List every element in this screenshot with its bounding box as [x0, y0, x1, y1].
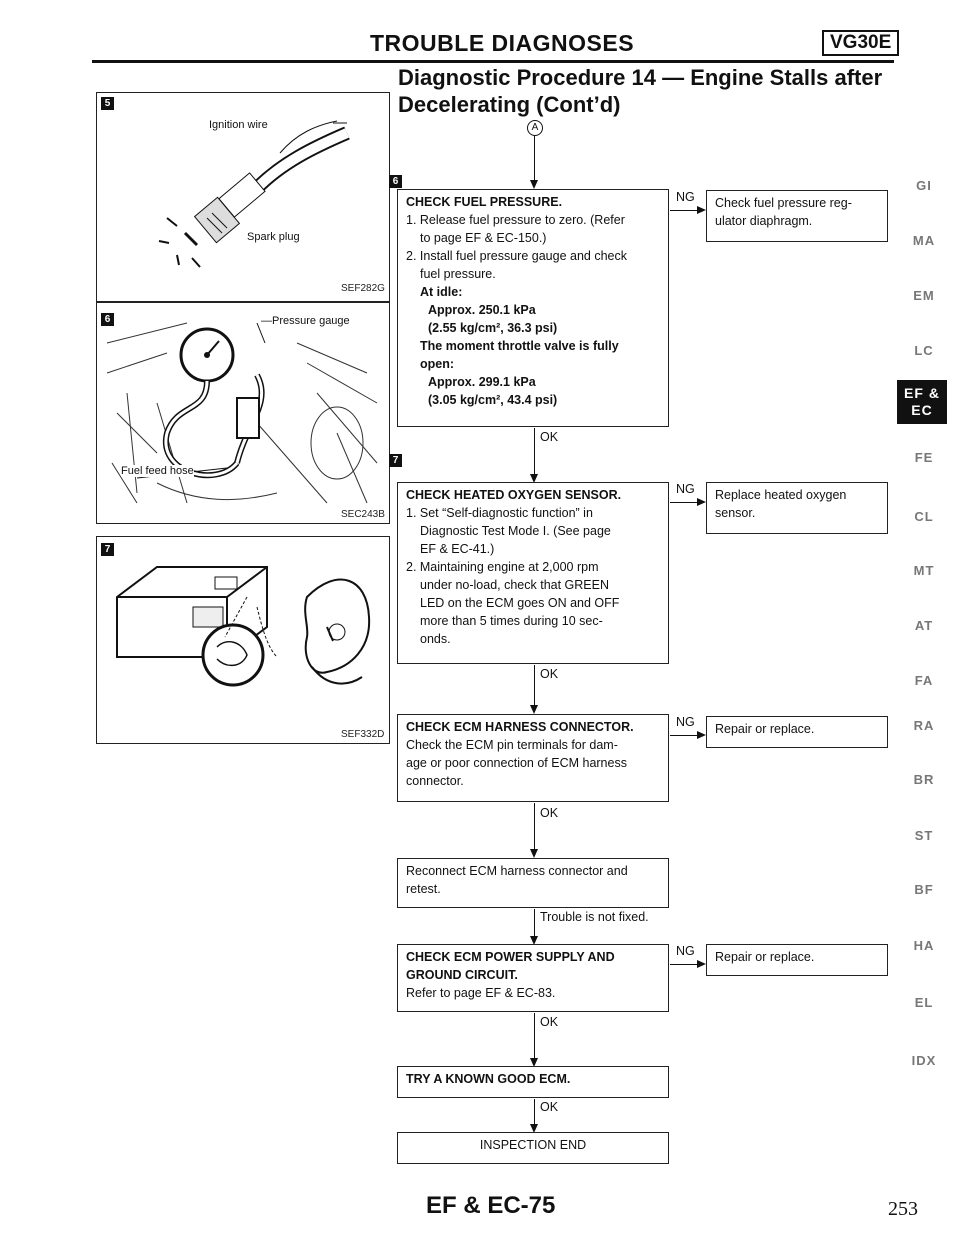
- check-oxygen-sensor-box: [397, 482, 669, 664]
- box-line: Check the ECM pin terminals for dam-: [406, 738, 618, 752]
- check-ecm-power-box: [397, 944, 669, 1012]
- ecm-illustration: [97, 537, 389, 743]
- box-title: CHECK ECM HARNESS CONNECTOR.: [406, 720, 634, 734]
- side-nav-gi[interactable]: GI: [916, 178, 932, 193]
- box-line: 2. Maintaining engine at 2,000 rpm: [406, 560, 599, 574]
- ok-label: OK: [540, 667, 559, 681]
- side-nav-br[interactable]: BR: [913, 772, 935, 787]
- ng-label: NG: [676, 482, 695, 496]
- box-title: CHECK FUEL PRESSURE.: [406, 195, 563, 209]
- side-nav-el[interactable]: EL: [914, 995, 934, 1010]
- flow-line: [670, 964, 698, 965]
- flow-line: [534, 665, 535, 707]
- flow-line: [670, 735, 698, 736]
- side-nav-lc[interactable]: LC: [914, 343, 934, 358]
- box-line: 1. Set “Self-diagnostic function” in: [406, 506, 593, 520]
- box-line: retest.: [406, 882, 441, 896]
- side-nav-fe[interactable]: FE: [914, 450, 934, 465]
- figure-marker: 7: [101, 543, 114, 556]
- box-line: LED on the ECM goes ON and OFF: [420, 596, 620, 610]
- side-nav-cl[interactable]: CL: [914, 509, 934, 524]
- figure-code: SEC243B: [341, 509, 385, 520]
- figure-code: SEF282G: [341, 283, 385, 294]
- box-line: (2.55 kg/cm², 36.3 psi): [428, 321, 558, 335]
- ng-label: NG: [676, 715, 695, 729]
- ng-result-box: Repair or replace.: [706, 716, 888, 748]
- flow-arrow: [697, 206, 706, 214]
- side-nav-at[interactable]: AT: [914, 618, 934, 633]
- box-line: fuel pressure.: [420, 267, 496, 281]
- flow-arrow: [697, 731, 706, 739]
- figure-code: SEF332D: [341, 729, 385, 740]
- spark-plug-label: Spark plug: [247, 231, 300, 243]
- fuel-feed-hose-label: Fuel feed hose: [121, 465, 194, 477]
- side-nav-fa[interactable]: FA: [914, 673, 934, 688]
- flow-line: [534, 909, 535, 939]
- side-nav-ef-ec-active[interactable]: [897, 380, 947, 424]
- box-line: 2. Install fuel pressure gauge and check: [406, 249, 627, 263]
- box-line: Approx. 299.1 kPa: [428, 375, 536, 389]
- box-line: to page EF & EC-150.): [420, 231, 547, 245]
- procedure-title: [398, 64, 882, 118]
- ng-label: NG: [676, 190, 695, 204]
- box-line: At idle:: [420, 285, 463, 299]
- check-ecm-harness-box: [397, 714, 669, 802]
- side-nav-ra[interactable]: RA: [913, 718, 935, 733]
- side-nav-bf[interactable]: BF: [914, 882, 934, 897]
- flow-arrow: [530, 180, 538, 189]
- side-nav-ec-label: EC: [911, 402, 933, 418]
- box-line: The moment throttle valve is fully: [420, 339, 619, 353]
- side-nav-mt[interactable]: MT: [913, 563, 935, 578]
- pressure-gauge-label: —Pressure gauge: [261, 315, 350, 327]
- side-nav-ef-label: EF &: [904, 385, 940, 401]
- box-line: (3.05 kg/cm², 43.4 psi): [428, 393, 558, 407]
- inspection-end-box: INSPECTION END: [397, 1132, 669, 1164]
- box-line: sensor.: [715, 506, 756, 520]
- model-badge: VG30E: [822, 30, 899, 56]
- ng-label: NG: [676, 944, 695, 958]
- figure-marker: 6: [101, 313, 114, 326]
- ok-label: OK: [540, 1100, 559, 1114]
- pressure-gauge-illustration: [97, 303, 389, 523]
- connector-a: A: [527, 120, 543, 136]
- box-line: Check fuel pressure reg-: [715, 196, 852, 210]
- pressure-gauge-label-text: Pressure gauge: [272, 315, 350, 327]
- flow-line: [534, 803, 535, 851]
- not-fixed-label: Trouble is not fixed.: [540, 910, 649, 924]
- ok-label: OK: [540, 1015, 559, 1029]
- figure-spark-plug: [96, 92, 390, 302]
- box-line: Approx. 250.1 kPa: [428, 303, 536, 317]
- footer-page-code: EF & EC-75: [426, 1192, 556, 1219]
- flow-arrow: [530, 849, 538, 858]
- step-marker-7: 7: [389, 454, 402, 467]
- box-line: more than 5 times during 10 sec-: [420, 614, 603, 628]
- page-number: 253: [888, 1198, 918, 1220]
- reconnect-ecm-box: [397, 858, 669, 908]
- box-line: Reconnect ECM harness connector and: [406, 864, 628, 878]
- ignition-wire-label: Ignition wire: [209, 119, 268, 131]
- side-nav-ha[interactable]: HA: [913, 938, 935, 953]
- ok-label: OK: [540, 806, 559, 820]
- box-title: CHECK HEATED OXYGEN SENSOR.: [406, 488, 622, 502]
- side-nav-idx[interactable]: IDX: [911, 1053, 937, 1068]
- header-rule: [92, 60, 894, 63]
- box-line: connector.: [406, 774, 464, 788]
- box-line: Refer to page EF & EC-83.: [406, 986, 556, 1000]
- side-nav-ma[interactable]: MA: [912, 233, 936, 248]
- flow-arrow: [697, 960, 706, 968]
- flow-line: [534, 1099, 535, 1127]
- flow-line: [670, 210, 698, 211]
- ng-result-box: Repair or replace.: [706, 944, 888, 976]
- side-nav-st[interactable]: ST: [914, 828, 934, 843]
- box-line: ulator diaphragm.: [715, 214, 813, 228]
- figure-pressure-gauge: [96, 302, 390, 524]
- step-marker-6: 6: [389, 175, 402, 188]
- try-known-good-ecm-box: TRY A KNOWN GOOD ECM.: [397, 1066, 669, 1098]
- flow-line: [670, 502, 698, 503]
- ng-result-box: [706, 482, 888, 534]
- flow-arrow: [530, 705, 538, 714]
- ok-label: OK: [540, 430, 559, 444]
- ng-result-box: [706, 190, 888, 242]
- flow-line: [534, 136, 535, 182]
- box-line: 1. Release fuel pressure to zero. (Refer: [406, 213, 625, 227]
- box-line: onds.: [420, 632, 451, 646]
- box-line: age or poor connection of ECM harness: [406, 756, 627, 770]
- flow-line: [534, 1013, 535, 1061]
- box-line: under no-load, check that GREEN: [420, 578, 609, 592]
- side-nav-em[interactable]: EM: [913, 288, 935, 303]
- flow-arrow: [697, 498, 706, 506]
- procedure-title-line2: Decelerating (Cont’d): [398, 92, 621, 117]
- figure-marker: 5: [101, 97, 114, 110]
- box-line: open:: [420, 357, 455, 371]
- box-title: GROUND CIRCUIT.: [406, 968, 518, 982]
- box-title: CHECK ECM POWER SUPPLY AND: [406, 950, 615, 964]
- box-line: Replace heated oxygen: [715, 488, 847, 502]
- procedure-title-line1: Diagnostic Procedure 14 — Engine Stalls after: [398, 65, 883, 90]
- page-header-title: TROUBLE DIAGNOSES: [370, 30, 635, 56]
- flow-line: [534, 428, 535, 476]
- figure-ecm-check: [96, 536, 390, 744]
- box-line: EF & EC-41.): [420, 542, 495, 556]
- box-line: Diagnostic Test Mode I. (See page: [420, 524, 611, 538]
- check-fuel-pressure-box: [397, 189, 669, 427]
